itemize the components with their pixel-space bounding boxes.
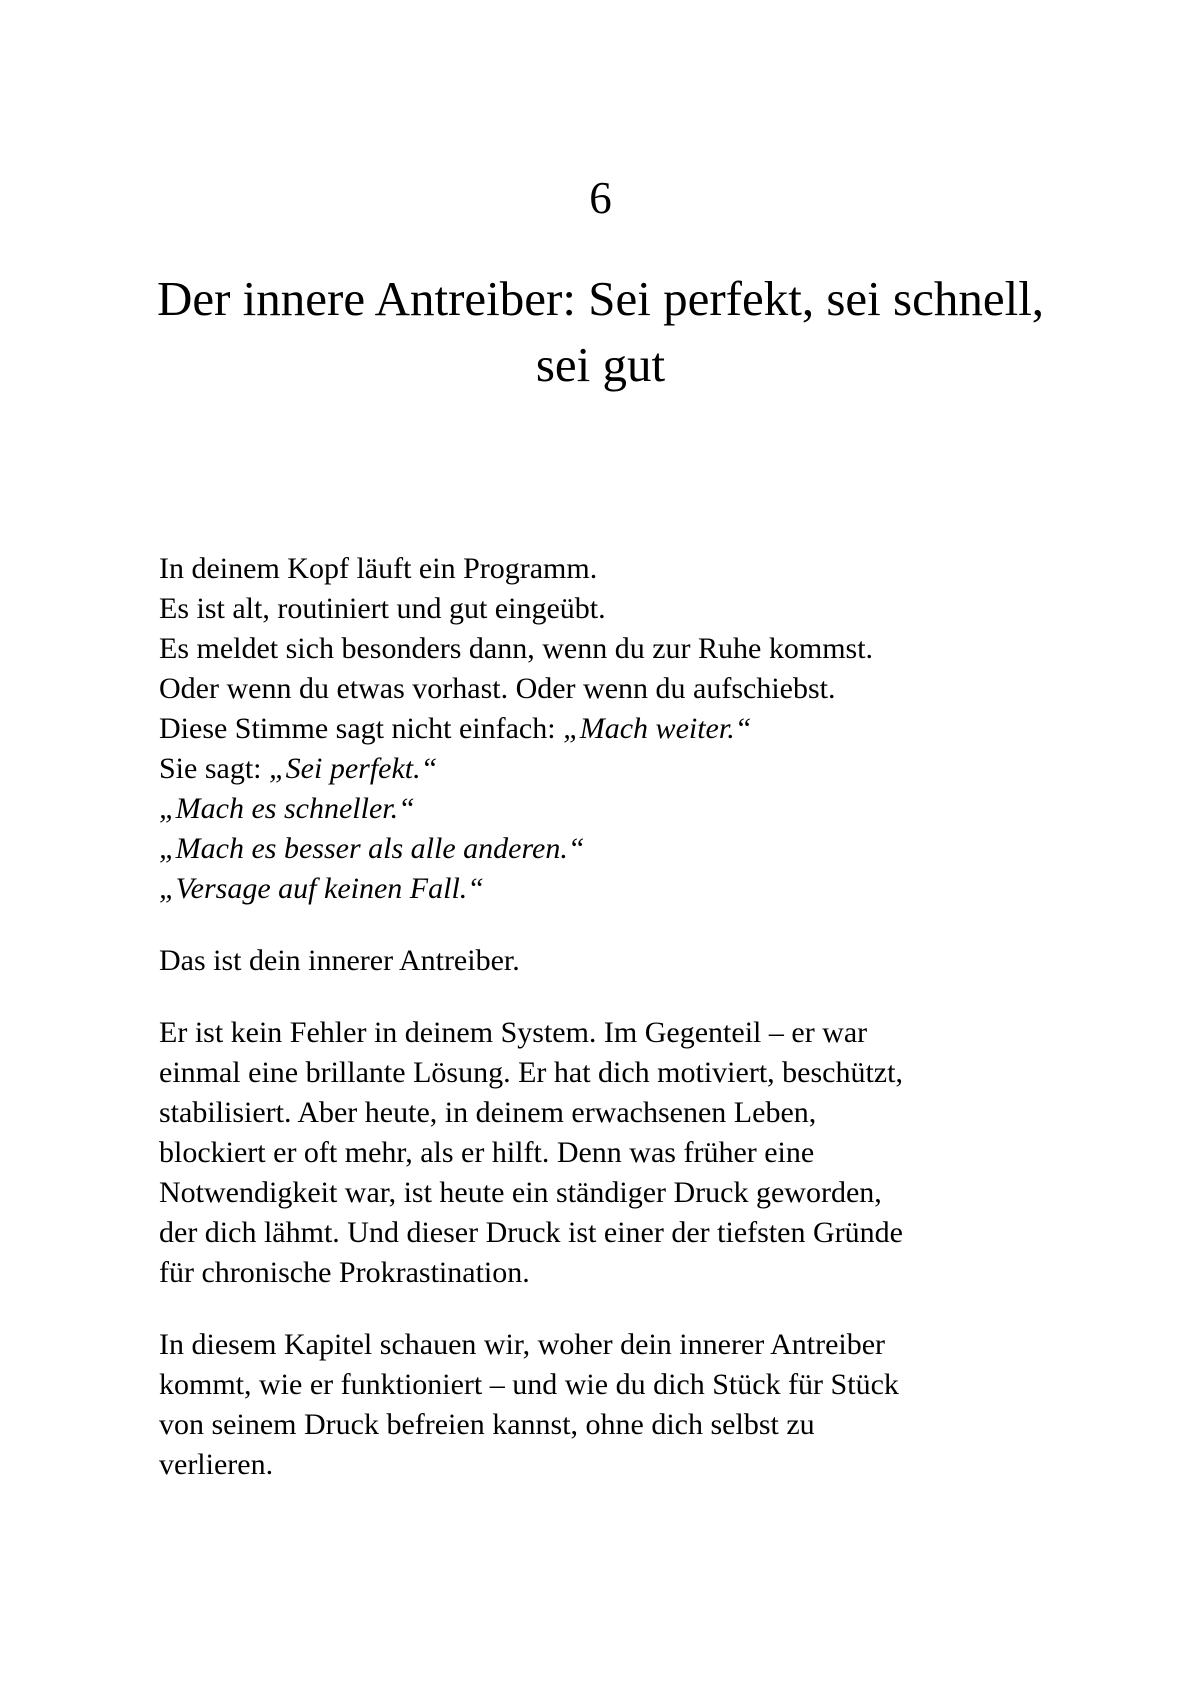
chapter-body — [159, 549, 1059, 1485]
paragraph-2-line-1: Das ist dein innerer Antreiber. — [159, 944, 520, 977]
paragraph-3-line-6: der dich lähmt. Und dieser Druck ist einer der tiefsten Gründe — [159, 1216, 903, 1249]
paragraph-3-line-7: für chronische Prokrastination. — [159, 1256, 530, 1289]
intro-line-2: Es ist alt, routiniert und gut eingeübt. — [159, 592, 606, 625]
paragraph-4-line-4: verlieren. — [159, 1448, 274, 1481]
paragraph-4-line-2: kommt, wie er funktioniert – und wie du dich Stück für Stück — [159, 1368, 899, 1401]
chapter-number: 6 — [589, 173, 612, 223]
paragraph-3-line-5: Notwendigkeit war, ist heute ein ständiger Druck geworden, — [159, 1176, 882, 1209]
paragraph-gap — [159, 981, 1059, 1013]
intro-line-9 — [159, 869, 1059, 909]
intro-line-8 — [159, 829, 1059, 869]
intro-line-6 — [159, 749, 1059, 789]
chapter-title: Der innere Antreiber: Sei perfekt, sei schnell, sei gut — [156, 271, 1045, 392]
intro-line-5 — [159, 709, 1059, 749]
paragraph-gap — [159, 909, 1059, 941]
paragraph-4-line-1: In diesem Kapitel schauen wir, woher dein innerer Antreiber — [159, 1328, 886, 1361]
paragraph-3-line-2: einmal eine brillante Lösung. Er hat dich motiviert, beschützt, — [159, 1056, 903, 1089]
intro-line-9-quote: „Versage auf keinen Fall.“ — [159, 872, 484, 905]
intro-line-5-quote: „Mach weiter.“ — [563, 712, 752, 745]
intro-block — [159, 549, 1059, 909]
intro-line-7 — [159, 789, 1059, 829]
intro-line-6-quote: „Sei perfekt.“ — [269, 752, 438, 785]
paragraph-4 — [159, 1325, 1059, 1485]
intro-line-3: Es meldet sich besonders dann, wenn du zur Ruhe kommst. — [159, 632, 874, 665]
intro-line-1: In deinem Kopf läuft ein Programm. — [159, 552, 598, 585]
paragraph-3 — [159, 1013, 1059, 1293]
paragraph-3-line-4: blockiert er oft mehr, als er hilft. Denn was früher eine — [159, 1136, 815, 1169]
paragraph-3-line-1: Er ist kein Fehler in deinem System. Im Gegenteil – er war — [159, 1016, 868, 1049]
intro-line-7-quote: „Mach es schneller.“ — [159, 792, 415, 825]
intro-line-8-quote: „Mach es besser als alle anderen.“ — [159, 832, 585, 865]
intro-line-6-prefix: Sie sagt: — [159, 752, 269, 785]
intro-line-5-prefix: Diese Stimme sagt nicht einfach: — [159, 712, 564, 745]
paragraph-gap — [159, 1293, 1059, 1325]
paragraph-3-line-3: stabilisiert. Aber heute, in deinem erwachsenen Leben, — [159, 1096, 817, 1129]
paragraph-2 — [159, 941, 1059, 981]
intro-line-4: Oder wenn du etwas vorhast. Oder wenn du aufschiebst. — [159, 672, 836, 705]
paragraph-4-line-3: von seinem Druck befreien kannst, ohne dich selbst zu — [159, 1408, 815, 1441]
